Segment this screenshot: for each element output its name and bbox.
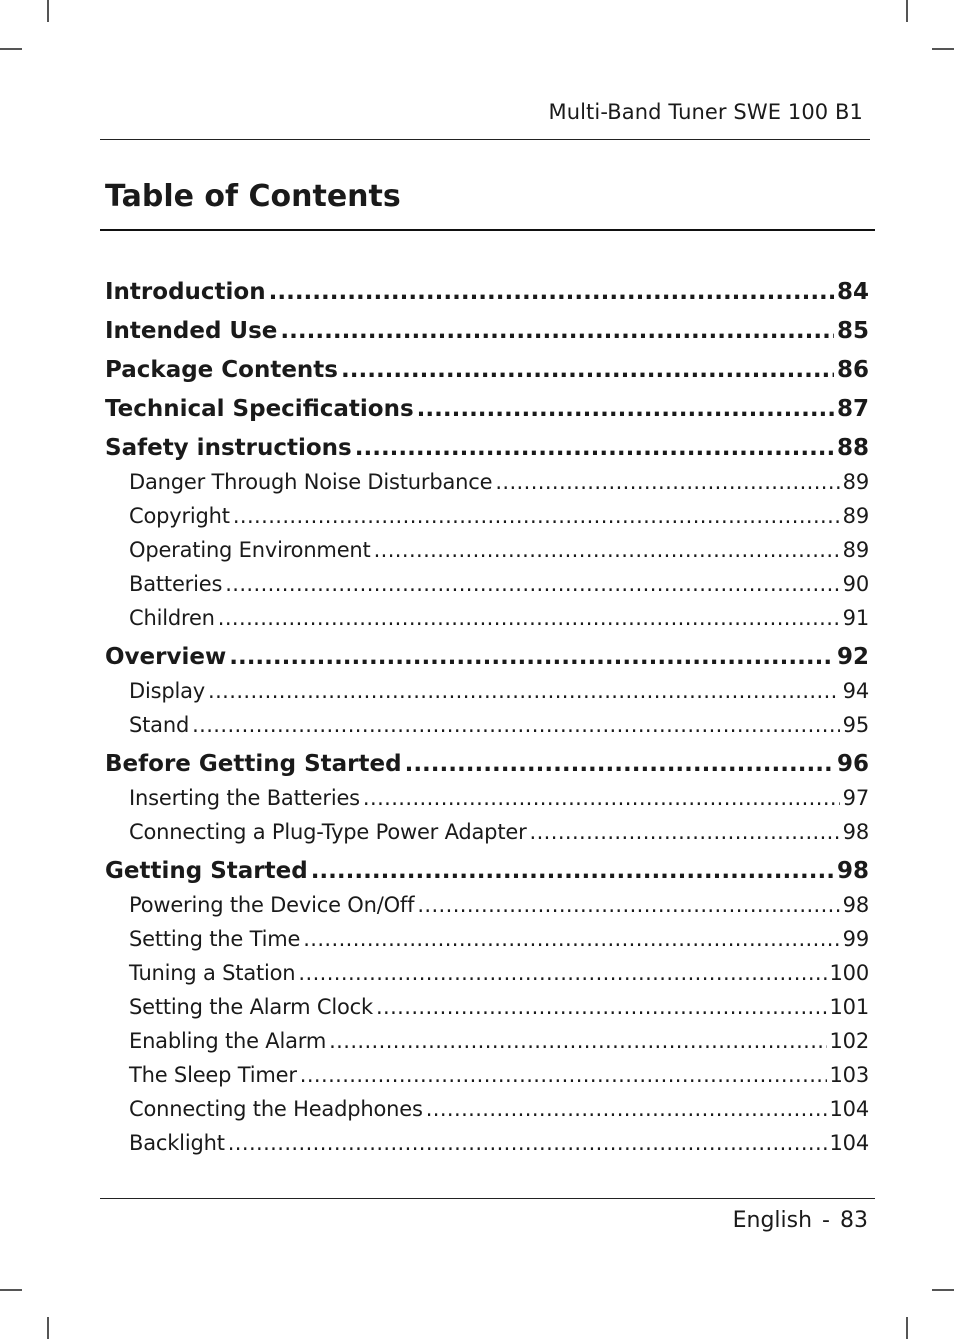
toc-dot-leader — [303, 927, 839, 951]
toc-entry-title: Enabling the Alarm — [129, 1029, 327, 1053]
toc-dot-leader — [329, 1029, 826, 1053]
toc-entry-page-number: 87 — [836, 396, 869, 422]
toc-entry-title: Setting the Alarm Clock — [129, 995, 373, 1019]
page-footer — [733, 1208, 868, 1233]
toc-dot-leader — [355, 431, 834, 465]
toc-entry-page-number: 85 — [836, 318, 869, 344]
toc-entry-page-number: 104 — [829, 1131, 869, 1155]
toc-section-entry[interactable] — [105, 431, 869, 470]
toc-subsection-entry[interactable] — [105, 572, 869, 606]
toc-subsection-entry[interactable] — [105, 679, 869, 713]
toc-subsection-entry[interactable] — [105, 470, 869, 504]
toc-entry-page-number: 89 — [842, 504, 869, 528]
toc-entry-page-number: 96 — [836, 751, 869, 777]
toc-section-entry[interactable] — [105, 640, 869, 679]
toc-subsection-entry[interactable] — [105, 538, 869, 572]
crop-mark-top-right — [906, 0, 908, 22]
toc-dot-leader — [280, 314, 834, 348]
toc-dot-leader — [426, 1097, 827, 1121]
crop-mark-bottom-left — [47, 1317, 49, 1339]
toc-entry-page-number: 104 — [829, 1097, 869, 1121]
toc-subsection-entry[interactable] — [105, 504, 869, 538]
toc-entry-page-number: 90 — [842, 572, 869, 596]
toc-entry-page-number: 94 — [842, 679, 869, 703]
crop-mark-left-top — [0, 48, 22, 50]
toc-dot-leader — [363, 786, 840, 810]
toc-entry-page-number: 95 — [842, 713, 869, 737]
toc-entry-title: Safety instructions — [105, 435, 352, 461]
toc-entry-title: Backlight — [129, 1131, 225, 1155]
toc-subsection-entry[interactable] — [105, 1063, 869, 1097]
toc-dot-leader — [218, 606, 840, 630]
toc-entry-title: The Sleep Timer — [129, 1063, 297, 1087]
crop-mark-right-bottom — [932, 1289, 954, 1291]
footer-language: English — [732, 1208, 813, 1233]
toc-entry-page-number: 84 — [836, 279, 869, 305]
toc-subsection-entry[interactable] — [105, 961, 869, 995]
toc-section-entry[interactable] — [105, 314, 869, 353]
toc-subsection-entry[interactable] — [105, 995, 869, 1029]
header-divider — [100, 139, 870, 140]
toc-entry-title: Children — [129, 606, 215, 630]
toc-entry-title: Technical Specifications — [105, 396, 414, 422]
toc-dot-leader — [495, 470, 839, 494]
toc-entry-title: Stand — [129, 713, 190, 737]
crop-mark-top-left — [47, 0, 49, 22]
toc-entry-title: Tuning a Station — [129, 961, 296, 985]
toc-entry-page-number: 101 — [829, 995, 869, 1019]
toc-dot-leader — [225, 572, 839, 596]
toc-entry-page-number: 99 — [842, 927, 869, 951]
toc-dot-leader — [341, 353, 834, 387]
toc-entry-title: Before Getting Started — [105, 751, 402, 777]
toc-section-entry[interactable] — [105, 747, 869, 786]
toc-dot-leader — [300, 1063, 827, 1087]
toc-section-entry[interactable] — [105, 392, 869, 431]
toc-entry-page-number: 100 — [829, 961, 869, 985]
toc-entry-page-number: 92 — [836, 644, 869, 670]
footer-page-number: 83 — [840, 1208, 868, 1233]
toc-entry-page-number: 98 — [842, 893, 869, 917]
toc-entry-page-number: 89 — [842, 470, 869, 494]
toc-entry-title: Connecting the Headphones — [129, 1097, 423, 1121]
toc-entry-title: Setting the Time — [129, 927, 301, 951]
toc-subsection-entry[interactable] — [105, 1029, 869, 1063]
toc-entry-page-number: 91 — [842, 606, 869, 630]
page-title: Table of Contents — [105, 179, 401, 214]
toc-subsection-entry[interactable] — [105, 1131, 869, 1165]
toc-entry-page-number: 102 — [829, 1029, 869, 1053]
toc-dot-leader — [298, 961, 826, 985]
toc-entry-title: Overview — [105, 644, 227, 670]
toc-subsection-entry[interactable] — [105, 820, 869, 854]
toc-entry-title: Inserting the Batteries — [129, 786, 360, 810]
toc-entry-title: Powering the Device On/Off — [129, 893, 415, 917]
footer-divider — [100, 1198, 875, 1199]
toc-entry-title: Getting Started — [105, 858, 308, 884]
toc-dot-leader — [269, 275, 834, 309]
toc-section-entry[interactable] — [105, 854, 869, 893]
title-divider — [100, 229, 875, 231]
toc-dot-leader — [228, 1131, 827, 1155]
toc-entry-page-number: 98 — [842, 820, 869, 844]
toc-dot-leader — [417, 893, 839, 917]
crop-mark-right-top — [932, 48, 954, 50]
toc-entry-page-number: 103 — [829, 1063, 869, 1087]
toc-entry-title: Operating Environment — [129, 538, 371, 562]
toc-subsection-entry[interactable] — [105, 713, 869, 747]
toc-entry-page-number: 88 — [836, 435, 869, 461]
toc-entry-page-number: 89 — [842, 538, 869, 562]
crop-mark-bottom-right — [906, 1317, 908, 1339]
toc-entry-title: Introduction — [105, 279, 266, 305]
toc-entry-title: Connecting a Plug-Type Power Adapter — [129, 820, 527, 844]
toc-entry-page-number: 97 — [842, 786, 869, 810]
toc-subsection-entry[interactable] — [105, 606, 869, 640]
toc-entry-title: Package Contents — [105, 357, 338, 383]
toc-dot-leader — [192, 713, 840, 737]
toc-dot-leader — [208, 679, 840, 703]
toc-dot-leader — [311, 854, 834, 888]
toc-subsection-entry[interactable] — [105, 893, 869, 927]
toc-dot-leader — [405, 747, 834, 781]
toc-entry-page-number: 86 — [836, 357, 869, 383]
footer-separator: - — [822, 1208, 830, 1233]
toc-dot-leader — [374, 538, 840, 562]
toc-section-entry[interactable] — [105, 275, 869, 314]
toc-entry-title: Copyright — [129, 504, 230, 528]
toc-dot-leader — [530, 820, 840, 844]
toc-dot-leader — [229, 640, 834, 674]
table-of-contents — [105, 275, 869, 1165]
toc-entry-page-number: 98 — [836, 858, 869, 884]
toc-entry-title: Intended Use — [105, 318, 278, 344]
toc-dot-leader — [233, 504, 840, 528]
toc-dot-leader — [417, 392, 834, 426]
toc-entry-title: Display — [129, 679, 206, 703]
toc-subsection-entry[interactable] — [105, 927, 869, 961]
running-header: Multi-Band Tuner SWE 100 B1 — [548, 100, 863, 124]
toc-dot-leader — [376, 995, 827, 1019]
toc-entry-title: Batteries — [129, 572, 223, 596]
toc-subsection-entry[interactable] — [105, 1097, 869, 1131]
toc-section-entry[interactable] — [105, 353, 869, 392]
toc-subsection-entry[interactable] — [105, 786, 869, 820]
toc-entry-title: Danger Through Noise Disturbance — [129, 470, 493, 494]
crop-mark-left-bottom — [0, 1289, 22, 1291]
